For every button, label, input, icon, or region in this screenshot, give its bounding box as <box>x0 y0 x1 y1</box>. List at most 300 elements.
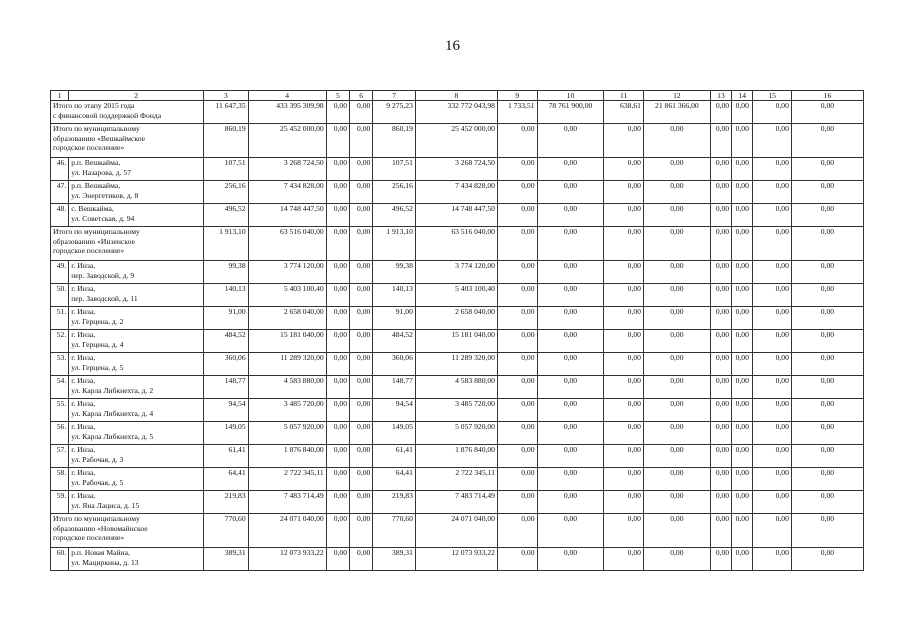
value-cell-col-6: 0,00 <box>350 353 373 376</box>
value-cell-col-14: 0,00 <box>732 227 753 261</box>
row-number: 49. <box>51 261 69 284</box>
value-cell-col-3: 770,60 <box>204 514 249 548</box>
label-line: Итого по муниципальному <box>53 124 140 134</box>
value-cell-col-10: 0,00 <box>537 158 604 181</box>
address-row <box>51 307 864 330</box>
label-line: г. Инза, <box>71 353 96 363</box>
value-cell-col-11: 0,00 <box>604 548 644 571</box>
value-cell-col-4: 5 403 100,40 <box>248 284 326 307</box>
value-cell-col-7: 64,41 <box>373 468 416 491</box>
value-cell-col-8: 63 516 040,00 <box>415 227 497 261</box>
value-cell-col-11: 638,61 <box>604 101 644 124</box>
row-number: 56. <box>51 422 69 445</box>
label-line: Итого по муниципальному <box>53 514 140 524</box>
column-header-15: 15 <box>753 91 792 101</box>
value-cell-col-12: 0,00 <box>643 330 710 353</box>
value-cell-col-8: 3 485 720,00 <box>415 399 497 422</box>
value-cell-col-11: 0,00 <box>604 399 644 422</box>
value-cell-col-5: 0,00 <box>326 353 349 376</box>
address-row <box>51 468 864 491</box>
subtotal-row <box>51 101 864 124</box>
column-header-4: 4 <box>248 91 326 101</box>
column-header-13: 13 <box>710 91 731 101</box>
value-cell-col-3: 360,06 <box>204 353 249 376</box>
address-label <box>69 181 204 204</box>
value-cell-col-14: 0,00 <box>732 353 753 376</box>
value-cell-col-3: 1 913,10 <box>204 227 249 261</box>
label-line: р.п. Вешкайма, <box>71 158 121 168</box>
value-cell-col-3: 496,52 <box>204 204 249 227</box>
subtotal-label <box>51 124 204 158</box>
address-label <box>69 468 204 491</box>
value-cell-col-4: 7 434 828,00 <box>248 181 326 204</box>
value-cell-col-6: 0,00 <box>350 548 373 571</box>
label-line: ул. Карла Либкнехта, д. 5 <box>71 431 154 441</box>
value-cell-col-7: 91,00 <box>373 307 416 330</box>
value-cell-col-16: 0,00 <box>791 124 863 158</box>
address-label <box>69 284 204 307</box>
subtotal-label <box>51 227 204 261</box>
value-cell-col-7: 149,05 <box>373 422 416 445</box>
value-cell-col-9: 0,00 <box>497 514 537 548</box>
value-cell-col-13: 0,00 <box>710 181 731 204</box>
value-cell-col-13: 0,00 <box>710 124 731 158</box>
value-cell-col-8: 15 181 040,00 <box>415 330 497 353</box>
column-header-16: 16 <box>791 91 863 101</box>
value-cell-col-12: 0,00 <box>643 158 710 181</box>
value-cell-col-9: 0,00 <box>497 491 537 514</box>
value-cell-col-11: 0,00 <box>604 491 644 514</box>
value-cell-col-6: 0,00 <box>350 261 373 284</box>
value-cell-col-10: 0,00 <box>537 261 604 284</box>
value-cell-col-10: 0,00 <box>537 181 604 204</box>
label-line: пер. Заводской, д. 9 <box>71 270 135 280</box>
address-row <box>51 445 864 468</box>
value-cell-col-4: 7 483 714,49 <box>248 491 326 514</box>
label-line: г. Инза, <box>71 445 96 455</box>
value-cell-col-11: 0,00 <box>604 445 644 468</box>
value-cell-col-7: 61,41 <box>373 445 416 468</box>
value-cell-col-9: 0,00 <box>497 330 537 353</box>
address-label <box>69 261 204 284</box>
value-cell-col-4: 15 181 040,00 <box>248 330 326 353</box>
value-cell-col-7: 256,16 <box>373 181 416 204</box>
value-cell-col-6: 0,00 <box>350 330 373 353</box>
label-line: ул. Советская, д. 94 <box>71 213 135 223</box>
label-line: г. Инза, <box>71 399 96 409</box>
value-cell-col-8: 7 434 828,00 <box>415 181 497 204</box>
value-cell-col-16: 0,00 <box>791 548 863 571</box>
value-cell-col-9: 0,00 <box>497 158 537 181</box>
value-cell-col-10: 0,00 <box>537 514 604 548</box>
value-cell-col-8: 12 073 933,22 <box>415 548 497 571</box>
value-cell-col-14: 0,00 <box>732 468 753 491</box>
value-cell-col-16: 0,00 <box>791 330 863 353</box>
value-cell-col-14: 0,00 <box>732 181 753 204</box>
value-cell-col-10: 0,00 <box>537 491 604 514</box>
address-label <box>69 422 204 445</box>
value-cell-col-15: 0,00 <box>753 284 792 307</box>
value-cell-col-4: 3 774 120,00 <box>248 261 326 284</box>
label-line: р.п. Новая Майна, <box>71 548 130 558</box>
value-cell-col-11: 0,00 <box>604 468 644 491</box>
address-label <box>69 307 204 330</box>
label-line: р.п. Вешкайма, <box>71 181 121 191</box>
address-label <box>69 204 204 227</box>
label-line: г. Инза, <box>71 330 96 340</box>
value-cell-col-14: 0,00 <box>732 376 753 399</box>
subtotal-row <box>51 124 864 158</box>
page-number: 16 <box>445 38 460 54</box>
value-cell-col-8: 14 748 447,50 <box>415 204 497 227</box>
value-cell-col-5: 0,00 <box>326 445 349 468</box>
value-cell-col-10: 0,00 <box>537 124 604 158</box>
value-cell-col-12: 0,00 <box>643 548 710 571</box>
value-cell-col-14: 0,00 <box>732 514 753 548</box>
label-line: с. Вешкайма, <box>71 204 114 214</box>
label-line: образованию «Вешкаймское <box>53 133 145 143</box>
label-line: ул. Рабочая, д. 3 <box>71 454 124 464</box>
value-cell-col-14: 0,00 <box>732 158 753 181</box>
value-cell-col-13: 0,00 <box>710 422 731 445</box>
value-cell-col-13: 0,00 <box>710 548 731 571</box>
value-cell-col-15: 0,00 <box>753 548 792 571</box>
value-cell-col-6: 0,00 <box>350 124 373 158</box>
value-cell-col-8: 1 876 840,00 <box>415 445 497 468</box>
value-cell-col-4: 5 057 920,00 <box>248 422 326 445</box>
column-header-6: 6 <box>350 91 373 101</box>
value-cell-col-14: 0,00 <box>732 307 753 330</box>
value-cell-col-13: 0,00 <box>710 284 731 307</box>
value-cell-col-7: 484,52 <box>373 330 416 353</box>
value-cell-col-16: 0,00 <box>791 514 863 548</box>
value-cell-col-8: 5 403 100,40 <box>415 284 497 307</box>
column-header-14: 14 <box>732 91 753 101</box>
value-cell-col-15: 0,00 <box>753 376 792 399</box>
value-cell-col-3: 91,00 <box>204 307 249 330</box>
value-cell-col-5: 0,00 <box>326 124 349 158</box>
value-cell-col-8: 3 774 120,00 <box>415 261 497 284</box>
address-row <box>51 261 864 284</box>
value-cell-col-7: 148,77 <box>373 376 416 399</box>
value-cell-col-9: 0,00 <box>497 307 537 330</box>
value-cell-col-15: 0,00 <box>753 158 792 181</box>
value-cell-col-6: 0,00 <box>350 468 373 491</box>
address-row <box>51 284 864 307</box>
value-cell-col-13: 0,00 <box>710 491 731 514</box>
label-line: г. Инза, <box>71 284 96 294</box>
value-cell-col-5: 0,00 <box>326 468 349 491</box>
value-cell-col-16: 0,00 <box>791 491 863 514</box>
label-line: образованию «Новомайнское <box>53 523 148 533</box>
value-cell-col-16: 0,00 <box>791 422 863 445</box>
value-cell-col-5: 0,00 <box>326 548 349 571</box>
value-cell-col-12: 0,00 <box>643 124 710 158</box>
value-cell-col-6: 0,00 <box>350 514 373 548</box>
value-cell-col-12: 21 861 366,00 <box>643 101 710 124</box>
address-row <box>51 491 864 514</box>
label-line: ул. Карла Либкнехта, д. 4 <box>71 408 154 418</box>
value-cell-col-3: 149,05 <box>204 422 249 445</box>
value-cell-col-10: 0,00 <box>537 399 604 422</box>
value-cell-col-6: 0,00 <box>350 227 373 261</box>
value-cell-col-9: 0,00 <box>497 422 537 445</box>
value-cell-col-14: 0,00 <box>732 284 753 307</box>
value-cell-col-12: 0,00 <box>643 227 710 261</box>
table-body <box>51 101 864 571</box>
value-cell-col-16: 0,00 <box>791 204 863 227</box>
value-cell-col-15: 0,00 <box>753 204 792 227</box>
value-cell-col-3: 219,83 <box>204 491 249 514</box>
value-cell-col-16: 0,00 <box>791 376 863 399</box>
value-cell-col-10: 0,00 <box>537 204 604 227</box>
subtotal-label <box>51 101 204 124</box>
value-cell-col-14: 0,00 <box>732 101 753 124</box>
value-cell-col-9: 0,00 <box>497 124 537 158</box>
address-row <box>51 353 864 376</box>
address-row <box>51 204 864 227</box>
value-cell-col-3: 860,19 <box>204 124 249 158</box>
value-cell-col-13: 0,00 <box>710 353 731 376</box>
value-cell-col-16: 0,00 <box>791 101 863 124</box>
value-cell-col-5: 0,00 <box>326 399 349 422</box>
value-cell-col-16: 0,00 <box>791 445 863 468</box>
value-cell-col-13: 0,00 <box>710 468 731 491</box>
value-cell-col-8: 3 268 724,50 <box>415 158 497 181</box>
value-cell-col-16: 0,00 <box>791 307 863 330</box>
row-number: 53. <box>51 353 69 376</box>
label-line: г. Инза, <box>71 491 96 501</box>
label-line: г. Инза, <box>71 261 96 271</box>
value-cell-col-13: 0,00 <box>710 376 731 399</box>
value-cell-col-7: 219,83 <box>373 491 416 514</box>
value-cell-col-4: 24 071 040,00 <box>248 514 326 548</box>
value-cell-col-6: 0,00 <box>350 307 373 330</box>
value-cell-col-8: 7 483 714,49 <box>415 491 497 514</box>
row-number: 47. <box>51 181 69 204</box>
value-cell-col-4: 2 658 040,00 <box>248 307 326 330</box>
subtotal-row <box>51 514 864 548</box>
label-line: ул. Герцена, д. 2 <box>71 316 124 326</box>
value-cell-col-5: 0,00 <box>326 491 349 514</box>
value-cell-col-7: 860,19 <box>373 124 416 158</box>
label-line: ул. Назарова, д. 57 <box>71 167 132 177</box>
value-cell-col-16: 0,00 <box>791 227 863 261</box>
value-cell-col-13: 0,00 <box>710 399 731 422</box>
row-number: 52. <box>51 330 69 353</box>
value-cell-col-10: 0,00 <box>537 376 604 399</box>
value-cell-col-4: 11 289 320,00 <box>248 353 326 376</box>
value-cell-col-14: 0,00 <box>732 204 753 227</box>
value-cell-col-7: 140,13 <box>373 284 416 307</box>
value-cell-col-11: 0,00 <box>604 181 644 204</box>
value-cell-col-9: 0,00 <box>497 353 537 376</box>
value-cell-col-16: 0,00 <box>791 399 863 422</box>
address-row <box>51 181 864 204</box>
address-label <box>69 158 204 181</box>
column-header-12: 12 <box>643 91 710 101</box>
value-cell-col-15: 0,00 <box>753 422 792 445</box>
value-cell-col-15: 0,00 <box>753 353 792 376</box>
row-number: 48. <box>51 204 69 227</box>
value-cell-col-14: 0,00 <box>732 330 753 353</box>
value-cell-col-7: 360,06 <box>373 353 416 376</box>
label-line: городское поселение» <box>53 246 125 256</box>
row-number: 59. <box>51 491 69 514</box>
row-number: 54. <box>51 376 69 399</box>
value-cell-col-5: 0,00 <box>326 284 349 307</box>
value-cell-col-10: 0,00 <box>537 227 604 261</box>
value-cell-col-11: 0,00 <box>604 514 644 548</box>
column-header-8: 8 <box>415 91 497 101</box>
address-row <box>51 422 864 445</box>
value-cell-col-14: 0,00 <box>732 491 753 514</box>
value-cell-col-3: 107,51 <box>204 158 249 181</box>
row-number: 50. <box>51 284 69 307</box>
value-cell-col-15: 0,00 <box>753 181 792 204</box>
value-cell-col-12: 0,00 <box>643 376 710 399</box>
value-cell-col-9: 0,00 <box>497 204 537 227</box>
value-cell-col-14: 0,00 <box>732 548 753 571</box>
value-cell-col-9: 0,00 <box>497 376 537 399</box>
value-cell-col-13: 0,00 <box>710 514 731 548</box>
address-row <box>51 399 864 422</box>
value-cell-col-9: 1 733,51 <box>497 101 537 124</box>
value-cell-col-3: 389,31 <box>204 548 249 571</box>
value-cell-col-12: 0,00 <box>643 353 710 376</box>
value-cell-col-11: 0,00 <box>604 353 644 376</box>
value-cell-col-3: 11 647,35 <box>204 101 249 124</box>
value-cell-col-10: 0,00 <box>537 445 604 468</box>
value-cell-col-15: 0,00 <box>753 399 792 422</box>
value-cell-col-3: 140,13 <box>204 284 249 307</box>
value-cell-col-15: 0,00 <box>753 491 792 514</box>
value-cell-col-5: 0,00 <box>326 330 349 353</box>
address-label <box>69 353 204 376</box>
value-cell-col-15: 0,00 <box>753 445 792 468</box>
value-cell-col-11: 0,00 <box>604 307 644 330</box>
value-cell-col-10: 0,00 <box>537 330 604 353</box>
value-cell-col-5: 0,00 <box>326 307 349 330</box>
value-cell-col-15: 0,00 <box>753 227 792 261</box>
value-cell-col-11: 0,00 <box>604 227 644 261</box>
value-cell-col-10: 78 761 900,00 <box>537 101 604 124</box>
value-cell-col-5: 0,00 <box>326 181 349 204</box>
value-cell-col-5: 0,00 <box>326 261 349 284</box>
value-cell-col-12: 0,00 <box>643 491 710 514</box>
value-cell-col-14: 0,00 <box>732 422 753 445</box>
value-cell-col-13: 0,00 <box>710 158 731 181</box>
value-cell-col-16: 0,00 <box>791 181 863 204</box>
label-line: ул. Герцена, д. 4 <box>71 339 124 349</box>
row-number: 46. <box>51 158 69 181</box>
value-cell-col-12: 0,00 <box>643 307 710 330</box>
label-line: ул. Карла Либкнехта, д. 2 <box>71 385 154 395</box>
value-cell-col-14: 0,00 <box>732 261 753 284</box>
value-cell-col-13: 0,00 <box>710 445 731 468</box>
value-cell-col-12: 0,00 <box>643 468 710 491</box>
value-cell-col-8: 24 071 040,00 <box>415 514 497 548</box>
column-header-1: 1 <box>51 91 69 101</box>
column-header-7: 7 <box>373 91 416 101</box>
value-cell-col-5: 0,00 <box>326 158 349 181</box>
value-cell-col-7: 389,31 <box>373 548 416 571</box>
value-cell-col-7: 94,54 <box>373 399 416 422</box>
value-cell-col-6: 0,00 <box>350 491 373 514</box>
label-line: Итого по муниципальному <box>53 227 140 237</box>
row-number: 55. <box>51 399 69 422</box>
value-cell-col-15: 0,00 <box>753 307 792 330</box>
value-cell-col-6: 0,00 <box>350 101 373 124</box>
value-cell-col-4: 2 722 345,11 <box>248 468 326 491</box>
value-cell-col-8: 4 583 880,00 <box>415 376 497 399</box>
value-cell-col-13: 0,00 <box>710 204 731 227</box>
value-cell-col-9: 0,00 <box>497 445 537 468</box>
value-cell-col-10: 0,00 <box>537 422 604 445</box>
value-cell-col-4: 433 395 309,98 <box>248 101 326 124</box>
column-header-11: 11 <box>604 91 644 101</box>
value-cell-col-11: 0,00 <box>604 422 644 445</box>
address-label <box>69 548 204 571</box>
column-number-row <box>51 91 864 101</box>
column-header-5: 5 <box>326 91 349 101</box>
value-cell-col-15: 0,00 <box>753 101 792 124</box>
row-number: 58. <box>51 468 69 491</box>
label-line: г. Инза, <box>71 468 96 478</box>
value-cell-col-11: 0,00 <box>604 330 644 353</box>
value-cell-col-13: 0,00 <box>710 227 731 261</box>
value-cell-col-5: 0,00 <box>326 204 349 227</box>
value-cell-col-14: 0,00 <box>732 124 753 158</box>
value-cell-col-12: 0,00 <box>643 514 710 548</box>
value-cell-col-15: 0,00 <box>753 124 792 158</box>
value-cell-col-12: 0,00 <box>643 399 710 422</box>
address-row <box>51 376 864 399</box>
value-cell-col-8: 5 057 920,00 <box>415 422 497 445</box>
value-cell-col-13: 0,00 <box>710 101 731 124</box>
value-cell-col-14: 0,00 <box>732 445 753 468</box>
value-cell-col-11: 0,00 <box>604 261 644 284</box>
value-cell-col-7: 107,51 <box>373 158 416 181</box>
value-cell-col-11: 0,00 <box>604 158 644 181</box>
value-cell-col-15: 0,00 <box>753 261 792 284</box>
value-cell-col-13: 0,00 <box>710 261 731 284</box>
column-header-10: 10 <box>537 91 604 101</box>
value-cell-col-3: 61,41 <box>204 445 249 468</box>
value-cell-col-11: 0,00 <box>604 376 644 399</box>
address-row <box>51 330 864 353</box>
value-cell-col-8: 2 658 040,00 <box>415 307 497 330</box>
label-line: г. Инза, <box>71 422 96 432</box>
value-cell-col-10: 0,00 <box>537 548 604 571</box>
subtotal-row <box>51 227 864 261</box>
value-cell-col-8: 332 772 043,98 <box>415 101 497 124</box>
row-number: 57. <box>51 445 69 468</box>
value-cell-col-6: 0,00 <box>350 204 373 227</box>
value-cell-col-4: 25 452 000,00 <box>248 124 326 158</box>
address-label <box>69 330 204 353</box>
value-cell-col-13: 0,00 <box>710 330 731 353</box>
value-cell-col-12: 0,00 <box>643 422 710 445</box>
value-cell-col-13: 0,00 <box>710 307 731 330</box>
value-cell-col-5: 0,00 <box>326 376 349 399</box>
value-cell-col-4: 63 516 040,00 <box>248 227 326 261</box>
value-cell-col-7: 496,52 <box>373 204 416 227</box>
value-cell-col-8: 2 722 345,11 <box>415 468 497 491</box>
column-header-2: 2 <box>69 91 204 101</box>
value-cell-col-12: 0,00 <box>643 445 710 468</box>
value-cell-col-6: 0,00 <box>350 445 373 468</box>
